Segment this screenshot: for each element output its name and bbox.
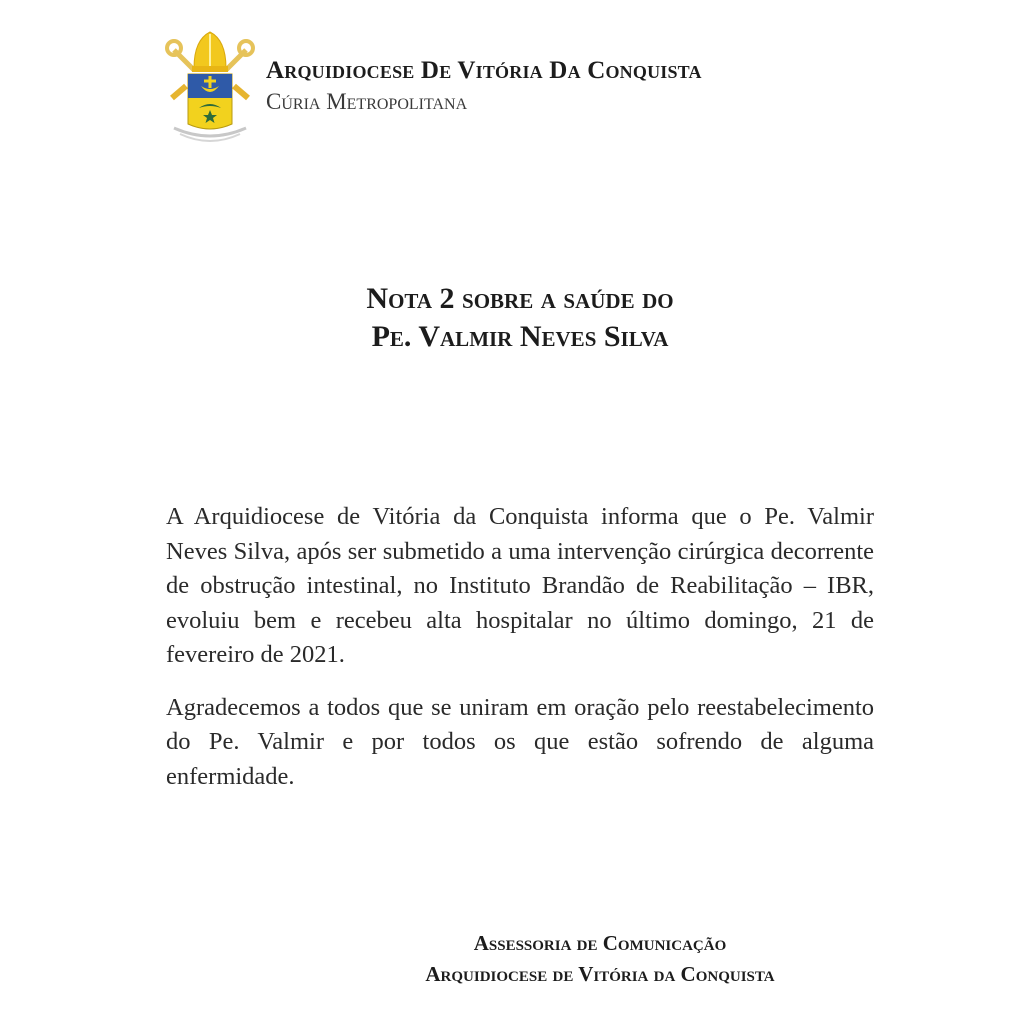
organization-subtitle: Cúria Metropolitana: [266, 89, 468, 114]
body-paragraph: Agradecemos a todos que se uniram em oração pelo reestabelecimento do Pe. Valmir e por todos os que estão sofrendo de alguma enfermidade.: [166, 693, 874, 790]
signature-block: [290, 928, 910, 990]
title-line-1: Nota 2 sobre a saúde do: [366, 282, 674, 315]
ribbon-icon: [174, 128, 246, 141]
shield-icon: [188, 74, 232, 129]
document-title: [0, 280, 1024, 356]
letterhead: [164, 28, 702, 148]
organization-name: Arquidiocese De Vitória Da Conquista: [266, 57, 702, 84]
body-paragraph: A Arquidiocese de Vitória da Conquista informa que o Pe. Valmir Neves Silva, após ser submetido a uma intervenção cirúrgica decorrente de obstrução intestinal, no Instituto Brandão de Reabilitação – IBR, evoluiu bem e recebeu alta hospitalar no último domingo, 21 de fevereiro de 2021.: [166, 503, 874, 668]
signature-line-2: Arquidiocese de Vitória da Conquista: [425, 962, 775, 986]
mitre-icon: [192, 32, 228, 72]
signature-line-1: Assessoria de Comunicação: [473, 931, 727, 955]
coat-of-arms-icon: [164, 28, 256, 148]
document-body: [166, 500, 874, 812]
title-line-2: Pe. Valmir Neves Silva: [371, 320, 669, 353]
letterhead-text: [266, 56, 702, 116]
